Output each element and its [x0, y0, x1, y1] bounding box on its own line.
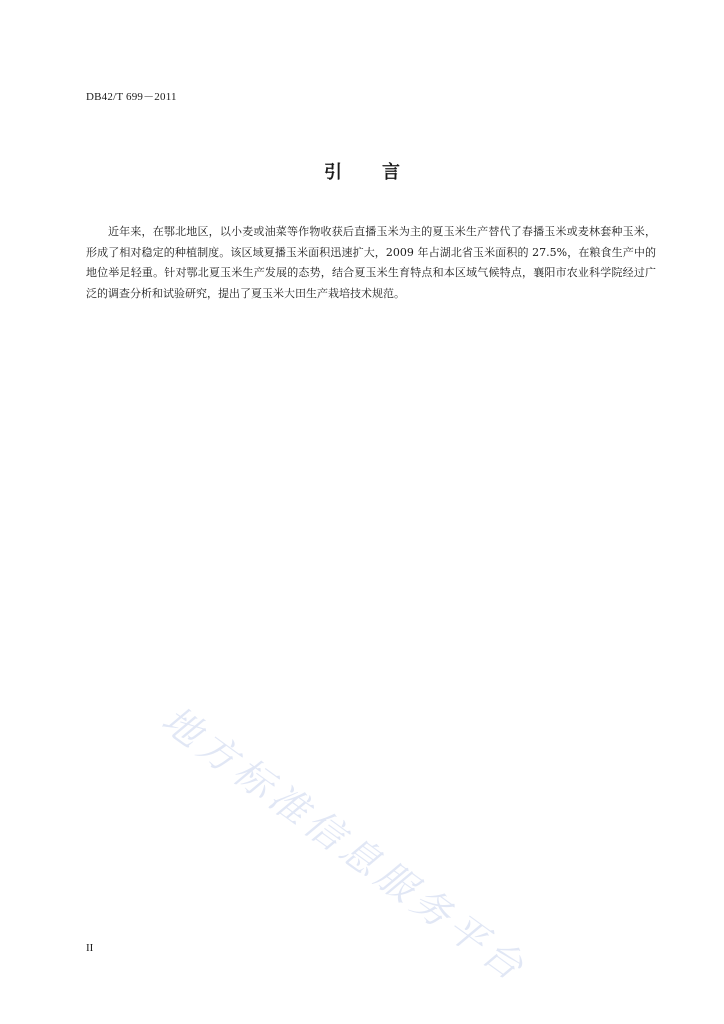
body-paragraph: 近年来，在鄂北地区，以小麦或油菜等作物收获后直播玉米为主的夏玉米生产替代了春播玉米或麦林套种玉米，形成了相对稳定的种植制度。该区域夏播玉米面积迅速扩大，2009 年占湖北省玉米面积的 27.5%，在粮食生产中的地位举足轻重。针对鄂北夏玉米生产发展的态势，结合夏玉米生育特点和本区域气候特点，襄阳市农业科学院经过广泛的调查分析和试验研究，提出了夏玉米大田生产栽培技术规范。: [86, 225, 656, 300]
section-heading: [0, 158, 724, 184]
page-number: II: [86, 942, 94, 954]
watermark: 地方标准信息服务平台: [153, 697, 536, 992]
heading-char-1: 引: [324, 162, 342, 183]
standard-code: DB42/T 699－2011: [86, 91, 177, 103]
heading-char-2: 言: [382, 162, 400, 183]
